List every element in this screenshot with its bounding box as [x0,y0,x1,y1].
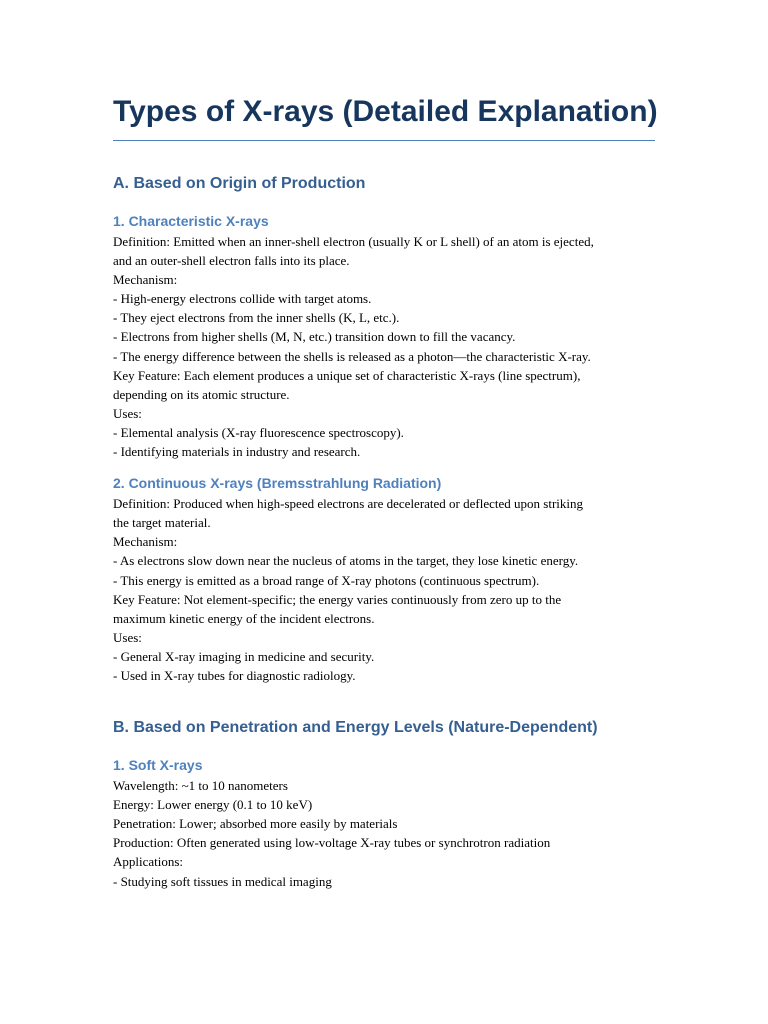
document-page [113,92,658,891]
section-heading-a: A. Based on Origin of Production [113,175,366,192]
text-line: maximum kinetic energy of the incident electrons. [113,610,375,626]
text-line: - They eject electrons from the inner shells (K, L, etc.). [113,310,400,326]
text-line: Uses: [113,629,142,645]
page-title: Types of X-rays (Detailed Explanation) [113,92,655,141]
section-heading-b: B. Based on Penetration and Energy Levels (Nature-Dependent) [113,719,598,737]
text-line: depending on its atomic structure. [113,386,290,402]
text-line: and an outer-shell electron falls into its place. [113,253,350,269]
text-line: - Electrons from higher shells (M, N, etc.) transition down to fill the vacancy. [113,329,516,345]
text-line: - Elemental analysis (X-ray fluorescence spectroscopy). [113,424,404,440]
text-line: - Studying soft tissues in medical imaging [113,873,332,889]
subsection-heading-continuous: 2. Continuous X-rays (Bremsstrahlung Radiation) [113,475,442,492]
text-line: - Used in X-ray tubes for diagnostic radiology. [113,667,356,683]
paragraph-soft [113,776,655,891]
paragraph-characteristic [113,232,655,461]
text-line: - Identifying materials in industry and research. [113,444,361,460]
text-line: - This energy is emitted as a broad range of X-ray photons (continuous spectrum). [113,572,540,588]
text-line: Definition: Produced when high-speed electrons are decelerated or deflected upon striking [113,496,583,512]
text-line: Production: Often generated using low-voltage X-ray tubes or synchrotron radiation [113,835,551,851]
text-line: Mechanism: [113,272,178,288]
text-line: - General X-ray imaging in medicine and security. [113,648,375,664]
text-line: Key Feature: Not element-specific; the energy varies continuously from zero up to the [113,591,562,607]
text-line: Penetration: Lower; absorbed more easily by materials [113,816,398,832]
text-line: Wavelength: ~1 to 10 nanometers [113,778,288,794]
subsection-heading-soft: 1. Soft X-rays [113,757,203,774]
text-line: - The energy difference between the shells is released as a photon—the characteristic X-ray. [113,348,591,364]
text-line: the target material. [113,515,211,531]
text-line: - High-energy electrons collide with target atoms. [113,291,372,307]
text-line: Energy: Lower energy (0.1 to 10 keV) [113,797,313,813]
paragraph-continuous [113,494,655,685]
text-line: Definition: Emitted when an inner-shell electron (usually K or L shell) of an atom is ejected, [113,234,594,249]
text-line: Key Feature: Each element produces a unique set of characteristic X-rays (line spectrum), [113,367,581,383]
text-line: Uses: [113,405,142,421]
text-line: - As electrons slow down near the nucleus of atoms in the target, they lose kinetic energy. [113,553,579,569]
text-line: Applications: [113,854,184,870]
text-line: Mechanism: [113,534,178,550]
subsection-heading-characteristic: 1. Characteristic X-rays [113,213,269,229]
